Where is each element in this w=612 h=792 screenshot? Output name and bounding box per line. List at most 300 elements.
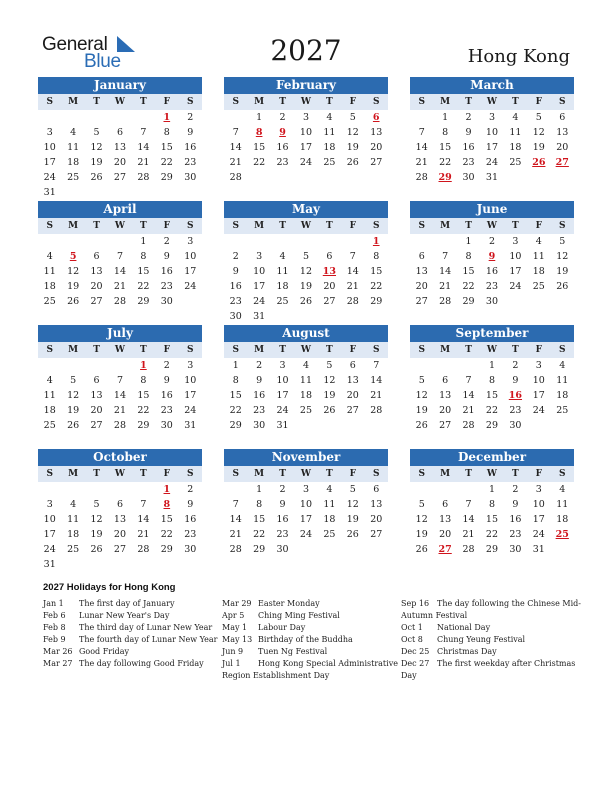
weekday-label: T bbox=[326, 345, 333, 355]
day-cell: 13 bbox=[439, 514, 452, 525]
day-cell: 9 bbox=[512, 375, 519, 386]
day-cell: 17 bbox=[253, 281, 266, 292]
day-cell: 25 bbox=[299, 405, 313, 416]
weekday-label: S bbox=[372, 345, 380, 355]
weekday-label: T bbox=[465, 97, 472, 107]
holiday-item bbox=[222, 658, 402, 682]
day-cell: 3 bbox=[187, 360, 194, 371]
day-cell: 10 bbox=[532, 375, 545, 386]
weekday-label: F bbox=[163, 469, 171, 479]
empty-day-cell bbox=[224, 110, 247, 125]
weekday-label: S bbox=[232, 469, 239, 479]
holiday-day-cell: 1 bbox=[372, 236, 380, 247]
day-cell: 28 bbox=[415, 172, 428, 183]
day-grid bbox=[224, 110, 388, 185]
weekday-header-row bbox=[224, 94, 388, 110]
day-cell: 25 bbox=[67, 544, 80, 555]
weekday-label: T bbox=[326, 469, 333, 479]
day-grid bbox=[38, 358, 202, 433]
day-cell: 15 bbox=[370, 266, 383, 277]
holiday-date: Sep 16 bbox=[401, 599, 430, 608]
day-cell: 24 bbox=[299, 157, 313, 168]
day-cell: 20 bbox=[323, 281, 336, 292]
weekday-label: S bbox=[558, 469, 566, 479]
weekday-label: S bbox=[418, 97, 425, 107]
holiday-item bbox=[401, 658, 581, 682]
holiday-date: Oct 1 bbox=[401, 623, 423, 632]
day-cell: 3 bbox=[302, 484, 309, 495]
day-cell: 9 bbox=[232, 266, 239, 277]
day-cell: 30 bbox=[184, 544, 197, 555]
day-cell: 19 bbox=[346, 514, 359, 525]
day-cell: 21 bbox=[229, 529, 242, 540]
day-cell: 2 bbox=[488, 236, 495, 247]
day-cell: 25 bbox=[323, 529, 336, 540]
day-cell: 9 bbox=[187, 127, 194, 138]
month-header: December bbox=[410, 449, 574, 466]
day-cell: 7 bbox=[373, 360, 380, 371]
holiday-date: Dec 27 bbox=[401, 659, 430, 668]
day-cell: 25 bbox=[43, 420, 56, 431]
day-cell: 31 bbox=[184, 420, 197, 431]
day-cell: 9 bbox=[256, 375, 263, 386]
weekday-label: S bbox=[46, 97, 53, 107]
day-cell: 10 bbox=[299, 127, 313, 138]
empty-day-cell bbox=[61, 110, 84, 125]
day-cell: 29 bbox=[160, 172, 173, 183]
day-cell: 19 bbox=[532, 142, 545, 153]
day-cell: 8 bbox=[488, 375, 495, 386]
day-cell: 15 bbox=[439, 142, 452, 153]
day-cell: 21 bbox=[439, 281, 452, 292]
day-cell: 7 bbox=[140, 127, 147, 138]
day-cell: 27 bbox=[323, 296, 336, 307]
holiday-item bbox=[43, 658, 223, 670]
day-cell: 8 bbox=[163, 127, 170, 138]
day-cell: 12 bbox=[415, 514, 428, 525]
day-cell: 19 bbox=[90, 529, 103, 540]
day-cell: 26 bbox=[346, 529, 359, 540]
weekday-label: T bbox=[279, 221, 286, 231]
day-cell: 10 bbox=[276, 375, 289, 386]
month-april bbox=[38, 201, 202, 309]
day-cell: 27 bbox=[113, 172, 127, 183]
day-cell: 13 bbox=[113, 514, 127, 525]
weekday-label: W bbox=[300, 469, 312, 479]
holiday-date: May 1 bbox=[222, 623, 248, 632]
day-cell: 2 bbox=[512, 360, 519, 371]
day-cell: 22 bbox=[370, 281, 383, 292]
weekday-header-row bbox=[410, 342, 574, 358]
holiday-column bbox=[401, 598, 581, 682]
day-grid bbox=[224, 358, 388, 433]
day-cell: 8 bbox=[442, 127, 449, 138]
month-header: July bbox=[38, 325, 202, 342]
weekday-label: M bbox=[254, 97, 265, 107]
day-cell: 30 bbox=[184, 172, 197, 183]
day-cell: 27 bbox=[90, 420, 103, 431]
holiday-day-cell: 26 bbox=[532, 157, 546, 168]
holidays-title: 2027 Holidays for Hong Kong bbox=[43, 582, 176, 593]
day-cell: 15 bbox=[160, 514, 173, 525]
empty-day-cell bbox=[410, 358, 433, 373]
day-cell: 22 bbox=[485, 405, 499, 416]
day-cell: 13 bbox=[556, 127, 569, 138]
day-cell: 7 bbox=[232, 127, 239, 138]
day-cell: 4 bbox=[559, 484, 566, 495]
day-cell: 25 bbox=[532, 281, 545, 292]
holiday-name: Hong Kong Special Administrative Region Establishment Day bbox=[222, 659, 398, 680]
day-cell: 11 bbox=[556, 499, 569, 510]
holiday-name: Labour Day bbox=[258, 623, 306, 632]
day-cell: 2 bbox=[163, 360, 170, 371]
weekday-label: T bbox=[279, 345, 286, 355]
day-cell: 4 bbox=[535, 236, 542, 247]
empty-day-cell bbox=[457, 482, 480, 497]
weekday-label: T bbox=[465, 469, 472, 479]
day-cell: 13 bbox=[439, 390, 452, 401]
day-cell: 28 bbox=[346, 296, 359, 307]
weekday-label: S bbox=[186, 345, 194, 355]
day-cell: 13 bbox=[90, 390, 103, 401]
empty-day-cell bbox=[433, 482, 456, 497]
empty-day-cell bbox=[61, 234, 84, 249]
day-cell: 10 bbox=[253, 266, 266, 277]
empty-day-cell bbox=[247, 234, 270, 249]
day-cell: 29 bbox=[485, 544, 499, 555]
day-cell: 10 bbox=[299, 499, 313, 510]
weekday-label: S bbox=[46, 221, 53, 231]
day-cell: 6 bbox=[442, 375, 449, 386]
weekday-label: W bbox=[300, 221, 312, 231]
holiday-day-cell: 27 bbox=[555, 157, 569, 168]
day-cell: 20 bbox=[556, 142, 569, 153]
day-cell: 30 bbox=[229, 311, 242, 322]
holiday-item bbox=[43, 610, 223, 622]
day-cell: 4 bbox=[70, 499, 77, 510]
holiday-name: The first day of January bbox=[79, 599, 175, 608]
empty-day-cell bbox=[224, 482, 247, 497]
weekday-label: W bbox=[114, 97, 126, 107]
empty-day-cell bbox=[457, 358, 480, 373]
day-cell: 19 bbox=[415, 405, 428, 416]
day-cell: 23 bbox=[184, 529, 197, 540]
day-cell: 5 bbox=[535, 112, 542, 123]
day-cell: 6 bbox=[418, 251, 425, 262]
day-cell: 24 bbox=[184, 281, 197, 292]
day-cell: 5 bbox=[326, 360, 333, 371]
empty-day-cell bbox=[341, 234, 364, 249]
empty-day-cell bbox=[61, 482, 84, 497]
day-cell: 5 bbox=[349, 112, 356, 123]
day-cell: 31 bbox=[43, 187, 56, 198]
day-grid bbox=[410, 358, 574, 433]
day-cell: 4 bbox=[302, 360, 309, 371]
month-header: August bbox=[224, 325, 388, 342]
day-cell: 26 bbox=[415, 544, 428, 555]
holiday-item bbox=[401, 598, 581, 622]
weekday-label: W bbox=[486, 97, 498, 107]
day-cell: 3 bbox=[512, 236, 519, 247]
empty-day-cell bbox=[132, 110, 155, 125]
weekday-label: W bbox=[486, 469, 498, 479]
weekday-header-row bbox=[224, 342, 388, 358]
weekday-label: M bbox=[68, 345, 79, 355]
day-cell: 28 bbox=[137, 172, 150, 183]
day-cell: 10 bbox=[509, 251, 522, 262]
day-cell: 16 bbox=[160, 390, 173, 401]
day-cell: 15 bbox=[229, 390, 242, 401]
day-cell: 24 bbox=[532, 405, 545, 416]
holiday-column bbox=[43, 598, 223, 670]
day-cell: 10 bbox=[184, 375, 197, 386]
day-cell: 3 bbox=[535, 360, 542, 371]
weekday-label: M bbox=[68, 97, 79, 107]
day-cell: 17 bbox=[532, 514, 545, 525]
empty-day-cell bbox=[132, 482, 155, 497]
month-march bbox=[410, 77, 574, 185]
day-cell: 17 bbox=[485, 142, 499, 153]
weekday-label: T bbox=[93, 221, 100, 231]
month-november bbox=[224, 449, 388, 557]
empty-day-cell bbox=[433, 358, 456, 373]
day-cell: 11 bbox=[323, 499, 336, 510]
weekday-label: F bbox=[349, 469, 357, 479]
weekday-label: T bbox=[512, 97, 519, 107]
day-grid bbox=[224, 234, 388, 324]
day-cell: 20 bbox=[113, 529, 127, 540]
day-cell: 22 bbox=[462, 281, 475, 292]
day-cell: 21 bbox=[137, 157, 150, 168]
holiday-day-cell: 5 bbox=[69, 251, 77, 262]
day-cell: 3 bbox=[256, 251, 263, 262]
day-cell: 9 bbox=[163, 251, 170, 262]
day-cell: 23 bbox=[485, 281, 499, 292]
day-cell: 29 bbox=[253, 544, 266, 555]
day-cell: 18 bbox=[556, 514, 569, 525]
weekday-label: F bbox=[163, 345, 171, 355]
day-cell: 11 bbox=[67, 142, 80, 153]
day-cell: 3 bbox=[187, 236, 194, 247]
day-cell: 10 bbox=[43, 142, 56, 153]
day-cell: 21 bbox=[229, 157, 242, 168]
day-cell: 20 bbox=[346, 390, 359, 401]
holiday-day-cell: 27 bbox=[438, 544, 452, 555]
day-cell: 11 bbox=[67, 514, 80, 525]
day-cell: 6 bbox=[93, 375, 100, 386]
day-cell: 16 bbox=[276, 142, 289, 153]
holiday-name: Easter Monday bbox=[258, 599, 320, 608]
day-cell: 30 bbox=[509, 420, 522, 431]
day-cell: 26 bbox=[90, 544, 103, 555]
holiday-name: Birthday of the Buddha bbox=[258, 635, 353, 644]
holiday-date: Oct 8 bbox=[401, 635, 423, 644]
day-cell: 28 bbox=[229, 172, 242, 183]
day-cell: 18 bbox=[299, 390, 313, 401]
day-cell: 20 bbox=[113, 157, 127, 168]
day-cell: 17 bbox=[184, 390, 197, 401]
holiday-date: Feb 9 bbox=[43, 635, 66, 644]
day-cell: 6 bbox=[349, 360, 356, 371]
day-cell: 13 bbox=[370, 499, 383, 510]
weekday-label: T bbox=[140, 469, 147, 479]
day-cell: 5 bbox=[70, 375, 77, 386]
logo-text-general: General bbox=[42, 34, 108, 55]
day-cell: 7 bbox=[465, 375, 472, 386]
holiday-name: The day following the Chinese Mid-Autumn Festival bbox=[401, 599, 581, 620]
day-cell: 18 bbox=[276, 281, 289, 292]
weekday-header-row bbox=[224, 218, 388, 234]
day-cell: 5 bbox=[93, 499, 100, 510]
weekday-label: S bbox=[232, 97, 239, 107]
empty-day-cell bbox=[38, 482, 61, 497]
day-cell: 29 bbox=[160, 544, 173, 555]
day-cell: 7 bbox=[232, 499, 239, 510]
weekday-header-row bbox=[38, 218, 202, 234]
day-cell: 23 bbox=[462, 157, 475, 168]
day-cell: 10 bbox=[43, 514, 56, 525]
day-cell: 22 bbox=[485, 529, 499, 540]
day-cell: 14 bbox=[137, 514, 150, 525]
day-cell: 21 bbox=[346, 281, 359, 292]
weekday-label: T bbox=[279, 97, 286, 107]
holiday-day-cell: 8 bbox=[163, 499, 171, 510]
empty-day-cell bbox=[38, 358, 61, 373]
day-cell: 29 bbox=[485, 420, 499, 431]
empty-day-cell bbox=[85, 110, 108, 125]
day-cell: 20 bbox=[439, 405, 452, 416]
month-header: March bbox=[410, 77, 574, 94]
month-august bbox=[224, 325, 388, 433]
day-cell: 4 bbox=[326, 112, 333, 123]
day-cell: 3 bbox=[302, 112, 309, 123]
holiday-name: Chung Yeung Festival bbox=[437, 635, 526, 644]
weekday-label: S bbox=[418, 345, 425, 355]
holiday-date: May 13 bbox=[222, 635, 253, 644]
day-cell: 3 bbox=[535, 484, 542, 495]
weekday-label: M bbox=[254, 221, 265, 231]
weekday-label: S bbox=[46, 469, 53, 479]
day-cell: 23 bbox=[276, 157, 289, 168]
day-cell: 13 bbox=[346, 375, 359, 386]
day-cell: 4 bbox=[46, 375, 53, 386]
day-cell: 27 bbox=[370, 157, 383, 168]
holiday-day-cell: 6 bbox=[372, 112, 380, 123]
day-cell: 1 bbox=[140, 236, 147, 247]
weekday-label: F bbox=[163, 221, 171, 231]
weekday-label: M bbox=[254, 345, 265, 355]
day-cell: 7 bbox=[140, 499, 147, 510]
day-cell: 24 bbox=[253, 296, 266, 307]
holiday-date: Feb 6 bbox=[43, 611, 66, 620]
day-cell: 24 bbox=[184, 405, 197, 416]
month-february bbox=[224, 77, 388, 185]
day-cell: 26 bbox=[67, 420, 80, 431]
day-cell: 14 bbox=[462, 390, 475, 401]
weekday-label: W bbox=[300, 345, 312, 355]
day-cell: 23 bbox=[253, 405, 266, 416]
day-cell: 22 bbox=[137, 405, 150, 416]
logo-text-blue: Blue bbox=[84, 51, 121, 72]
empty-day-cell bbox=[108, 110, 131, 125]
day-cell: 21 bbox=[415, 157, 428, 168]
weekday-label: S bbox=[232, 221, 239, 231]
weekday-label: T bbox=[512, 221, 519, 231]
holiday-name: The fourth day of Lunar New Year bbox=[79, 635, 218, 644]
holiday-day-cell: 13 bbox=[322, 266, 337, 277]
weekday-label: W bbox=[114, 469, 126, 479]
day-grid bbox=[38, 482, 202, 572]
holiday-column bbox=[222, 598, 402, 682]
calendar-year: 2027 bbox=[270, 34, 342, 67]
day-cell: 10 bbox=[184, 251, 197, 262]
month-header: November bbox=[224, 449, 388, 466]
day-cell: 16 bbox=[276, 514, 289, 525]
weekday-header-row bbox=[410, 218, 574, 234]
holiday-day-cell: 9 bbox=[279, 127, 286, 138]
month-header: September bbox=[410, 325, 574, 342]
day-cell: 21 bbox=[113, 281, 127, 292]
day-cell: 27 bbox=[415, 296, 428, 307]
day-cell: 31 bbox=[485, 172, 499, 183]
day-cell: 21 bbox=[370, 390, 383, 401]
day-cell: 29 bbox=[229, 420, 242, 431]
weekday-label: M bbox=[254, 469, 265, 479]
day-cell: 26 bbox=[67, 296, 80, 307]
weekday-label: F bbox=[349, 345, 357, 355]
day-cell: 29 bbox=[370, 296, 383, 307]
day-cell: 14 bbox=[462, 514, 475, 525]
month-header: April bbox=[38, 201, 202, 218]
day-cell: 25 bbox=[67, 172, 80, 183]
holiday-date: Mar 29 bbox=[222, 599, 252, 608]
weekday-label: M bbox=[440, 469, 451, 479]
day-cell: 6 bbox=[93, 251, 100, 262]
holiday-name: Christmas Day bbox=[437, 647, 497, 656]
weekday-label: M bbox=[68, 469, 79, 479]
month-january bbox=[38, 77, 202, 200]
day-cell: 1 bbox=[256, 112, 263, 123]
empty-day-cell bbox=[224, 234, 247, 249]
holiday-name: The first weekday after Christmas Day bbox=[401, 659, 576, 680]
holiday-day-cell: 1 bbox=[163, 112, 171, 123]
day-cell: 27 bbox=[90, 296, 103, 307]
day-cell: 19 bbox=[556, 266, 569, 277]
day-cell: 6 bbox=[442, 499, 449, 510]
day-cell: 24 bbox=[276, 405, 289, 416]
day-cell: 17 bbox=[184, 266, 197, 277]
weekday-header-row bbox=[410, 466, 574, 482]
day-cell: 5 bbox=[302, 251, 309, 262]
weekday-label: T bbox=[140, 221, 147, 231]
weekday-label: S bbox=[232, 345, 239, 355]
empty-day-cell bbox=[271, 234, 294, 249]
weekday-label: T bbox=[93, 469, 100, 479]
day-cell: 2 bbox=[279, 112, 286, 123]
day-cell: 20 bbox=[370, 514, 383, 525]
day-cell: 13 bbox=[113, 142, 127, 153]
day-cell: 16 bbox=[229, 281, 242, 292]
day-cell: 1 bbox=[256, 484, 263, 495]
empty-day-cell bbox=[108, 482, 131, 497]
day-cell: 14 bbox=[137, 142, 150, 153]
day-cell: 28 bbox=[113, 296, 127, 307]
day-cell: 4 bbox=[326, 484, 333, 495]
empty-day-cell bbox=[108, 358, 131, 373]
day-cell: 12 bbox=[90, 514, 103, 525]
empty-day-cell bbox=[433, 234, 456, 249]
holiday-date: Mar 27 bbox=[43, 659, 73, 668]
